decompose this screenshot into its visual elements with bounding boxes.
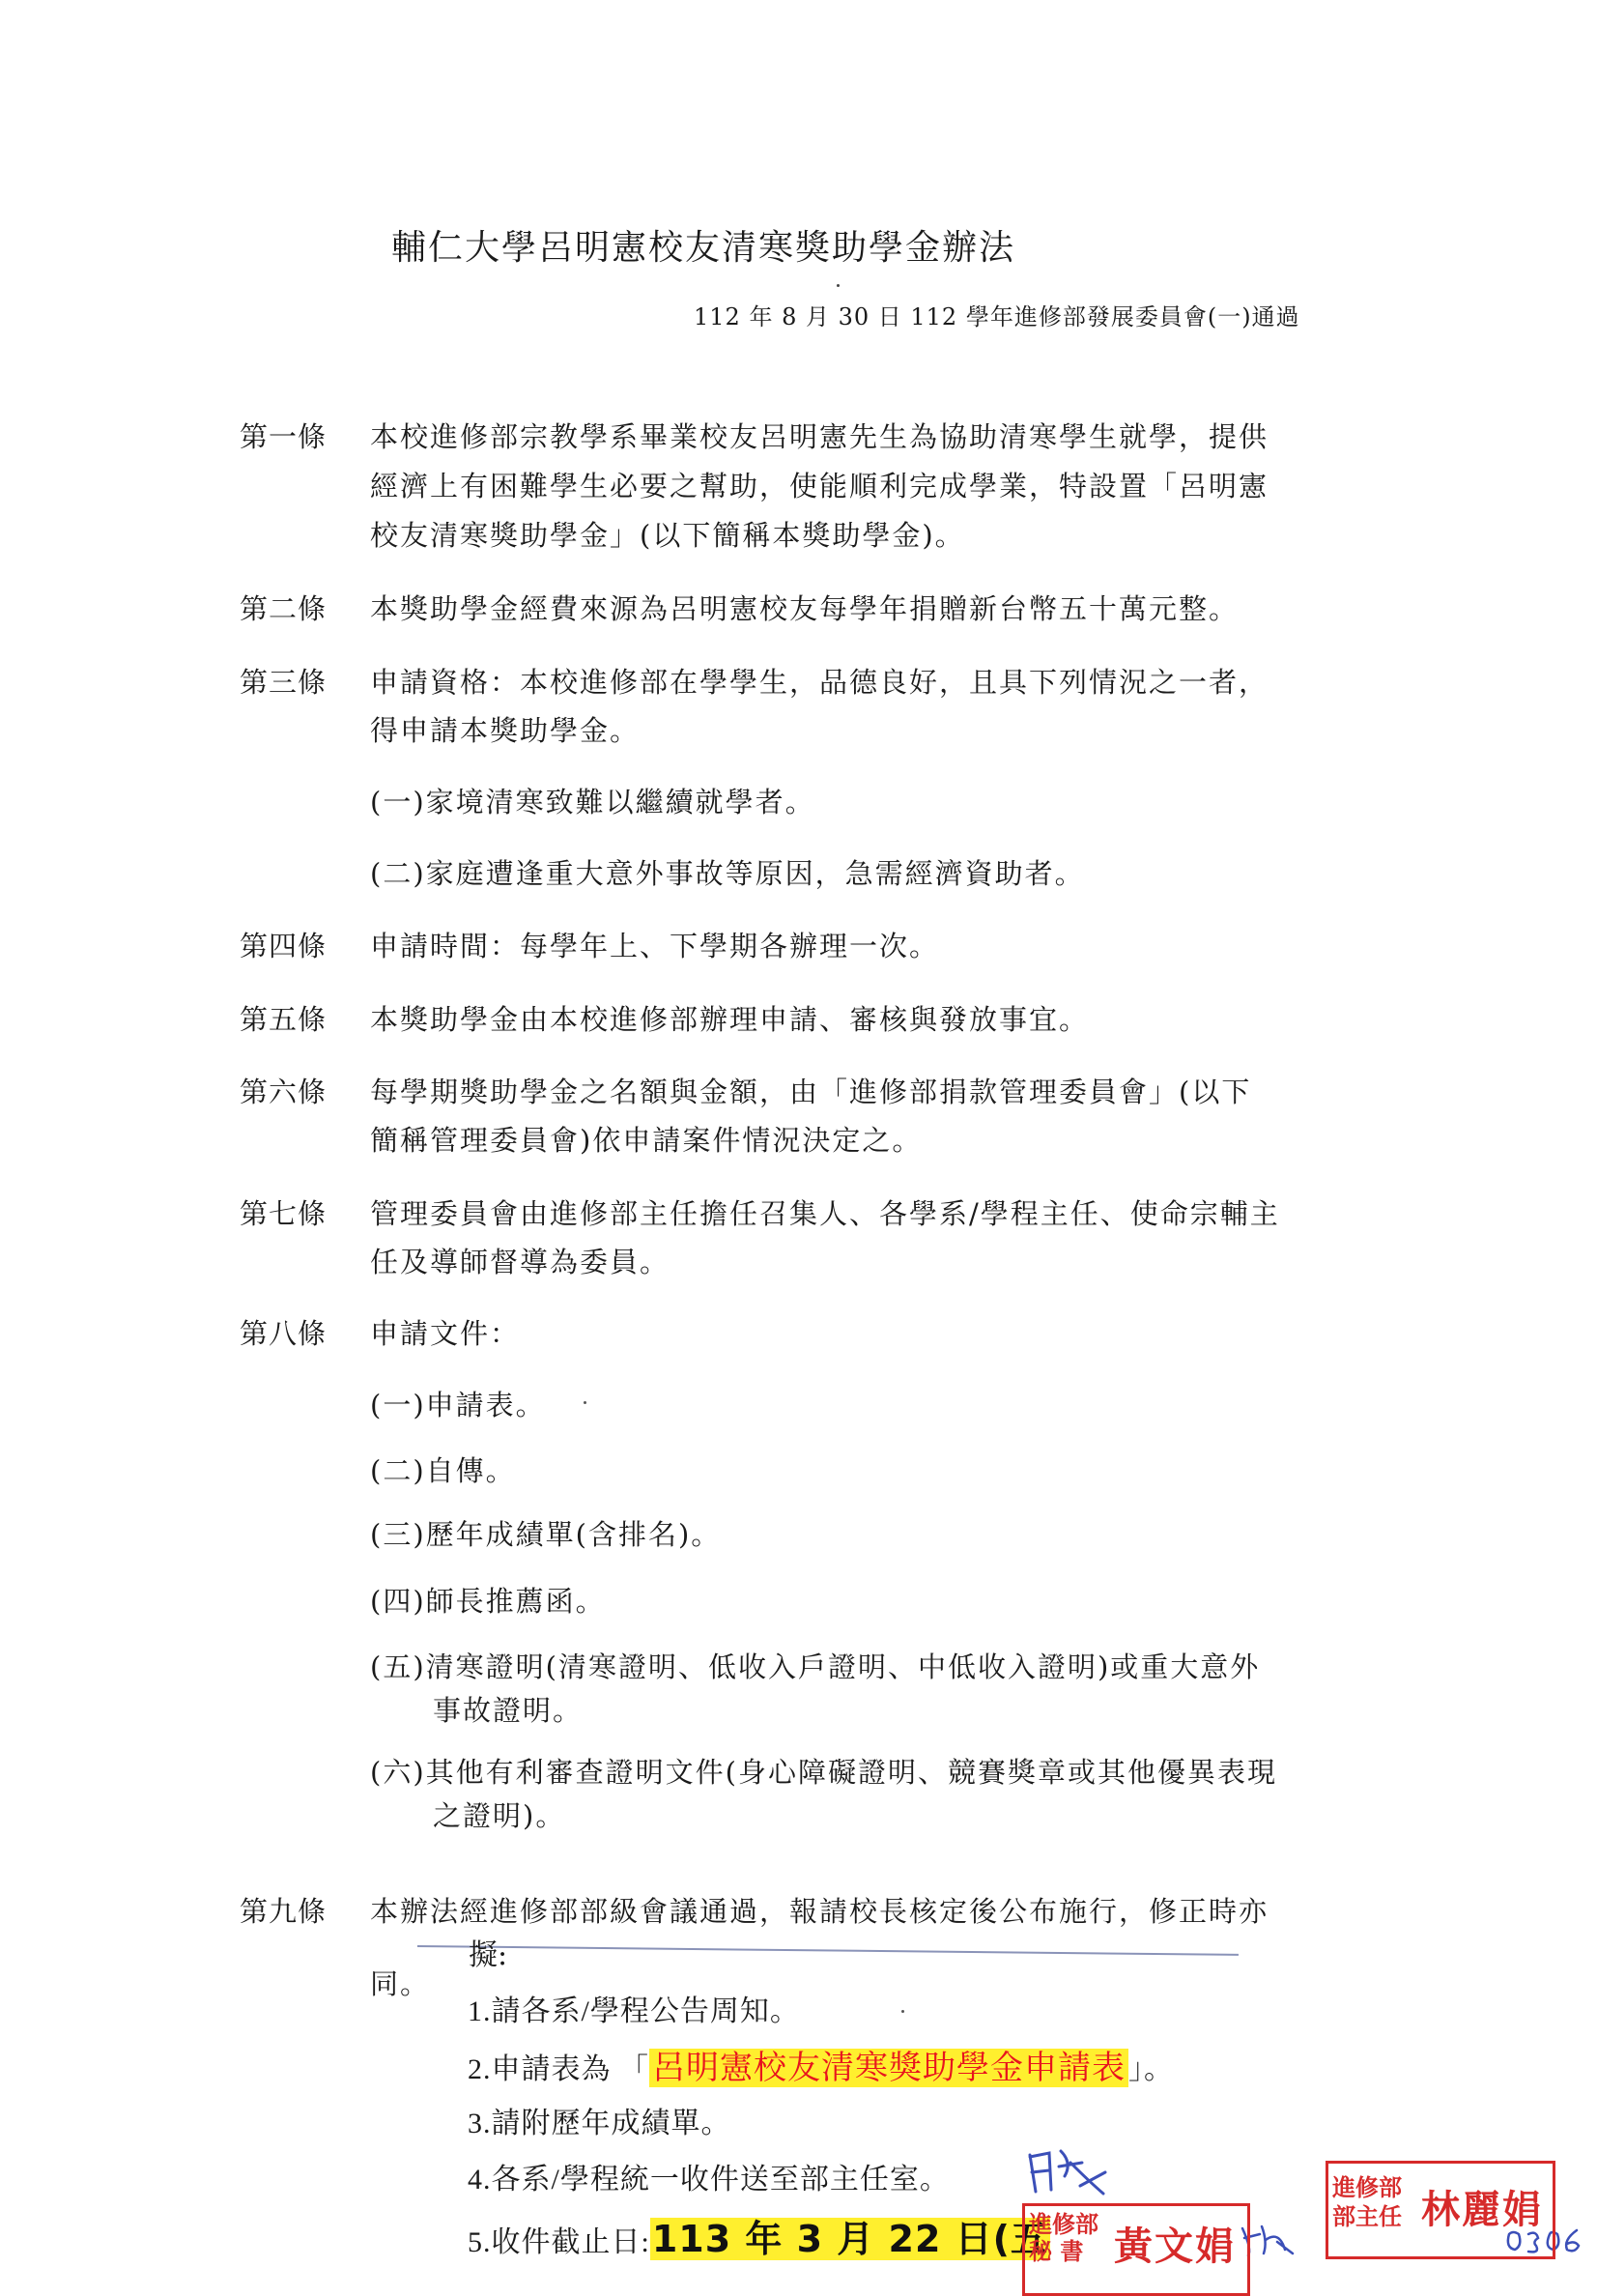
secretary-seal — [1022, 2203, 1250, 2296]
article-8-item-2: (二)自傳。 — [370, 1454, 516, 1487]
deadline-date: 113 年 3 月 22 日(五 — [651, 2218, 1049, 2260]
article-8-item-5-line-2: 事故證明。 — [433, 1694, 584, 1727]
article-1-label: 第一條 — [240, 420, 328, 453]
article-5-label: 第五條 — [240, 1003, 328, 1036]
note-item-2-prefix: 2.申請表為 「 — [468, 2053, 649, 2085]
note-divider-line — [417, 1945, 1239, 1956]
article-8-item-6-line-1: (六)其他有利審查證明文件(身心障礙證明、競賽獎章或其他優異表現 — [370, 1756, 1277, 1789]
director-seal — [1326, 2161, 1555, 2259]
article-1-line-1: 本校進修部宗教學系畢業校友呂明憲先生為協助清寒學生就學，提供 — [370, 420, 1269, 453]
note-heading: 擬: — [469, 1938, 508, 1972]
note-item-5 — [468, 2209, 1050, 2262]
article-8-item-4: (四)師長推薦函。 — [370, 1585, 606, 1618]
secretary-seal-title-1: 進修部 — [1029, 2210, 1098, 2238]
article-9-line-2: 同。 — [370, 1967, 431, 2000]
article-1-line-2: 經濟上有困難學生必要之幫助，使能順利完成學業，特設置「呂明憲 — [370, 470, 1269, 502]
document-title: 輔仁大學呂明憲校友清寒獎助學金辦法 — [391, 228, 1016, 268]
article-6-label: 第六條 — [240, 1076, 328, 1108]
article-3-label: 第三條 — [240, 666, 328, 699]
director-seal-title-1: 進修部 — [1332, 2173, 1402, 2201]
note-item-4: 4.各系/學程統一收件送至部主任室。 — [468, 2164, 950, 2196]
article-6-line-2: 簡稱管理委員會)依申請案件情況決定之。 — [370, 1124, 923, 1157]
approval-note: 112 年 8 月 30 日 112 學年進修部發展委員會(一)通過 — [694, 303, 1300, 330]
article-3-item-1: (一)家境清寒致難以繼續就學者。 — [370, 786, 815, 818]
handwritten-approval-mark — [1022, 2143, 1109, 2201]
scan-speck — [901, 2010, 904, 2013]
article-7-line-2: 任及導師督導為委員。 — [370, 1246, 670, 1278]
article-3-line-1: 申請資格：本校進修部在學學生，品德良好，且具下列情況之一者， — [370, 666, 1269, 699]
article-9-label: 第九條 — [240, 1895, 328, 1928]
note-item-2 — [468, 2041, 1174, 2088]
article-6-line-1: 每學期獎助學金之名額與金額，由「進修部捐款管理委員會」(以下 — [370, 1076, 1252, 1108]
note-item-3: 3.請附歷年成績單。 — [468, 2108, 731, 2139]
secretary-seal-title-2: 秘 書 — [1029, 2237, 1084, 2265]
article-8-item-1: (一)申請表。 — [370, 1389, 546, 1421]
article-4-line-1: 申請時間：每學年上、下學期各辦理一次。 — [370, 930, 940, 962]
secretary-seal-name: 黃文娟 — [1114, 2224, 1236, 2269]
article-3-line-2: 得申請本獎助學金。 — [370, 714, 641, 747]
article-2-line-1: 本獎助學金經費來源為呂明憲校友每學年捐贈新台幣五十萬元整。 — [370, 592, 1240, 625]
article-9-line-1: 本辦法經進修部部級會議通過，報請校長核定後公布施行，修正時亦 — [370, 1895, 1269, 1928]
note-item-2-suffix: 」。 — [1128, 2053, 1174, 2085]
article-5-line-1: 本獎助學金由本校進修部辦理申請、審核與發放事宜。 — [370, 1003, 1090, 1036]
note-item-5-prefix: 5.收件截止日: — [468, 2226, 650, 2258]
article-3-item-2: (二)家庭遭逢重大意外事故等原因，急需經濟資助者。 — [370, 857, 1085, 890]
article-7-line-1: 管理委員會由進修部主任擔任召集人、各學系/學程主任、使命宗輔主 — [370, 1197, 1280, 1230]
note-item-1: 1.請各系/學程公告周知。 — [468, 1995, 800, 2027]
application-form-name: 呂明憲校友清寒獎助學金申請表 — [649, 2049, 1128, 2087]
article-1-line-3: 校友清寒獎助學金」(以下簡稱本獎助學金)。 — [370, 519, 965, 552]
director-seal-name: 林麗娟 — [1421, 2187, 1543, 2232]
article-4-label: 第四條 — [240, 930, 328, 962]
scan-speck — [837, 284, 840, 287]
article-8-item-3: (三)歷年成績單(含排名)。 — [370, 1518, 722, 1551]
article-8-item-5-line-1: (五)清寒證明(清寒證明、低收入戶證明、中低收入證明)或重大意外 — [370, 1650, 1261, 1683]
article-8-item-6-line-2: 之證明)。 — [433, 1799, 566, 1832]
director-seal-title-2: 部主任 — [1332, 2202, 1402, 2230]
article-8-line-1: 申請文件： — [370, 1317, 521, 1350]
scan-speck — [584, 1401, 586, 1404]
article-8-label: 第八條 — [240, 1317, 328, 1350]
article-2-label: 第二條 — [240, 592, 328, 625]
article-7-label: 第七條 — [240, 1197, 328, 1230]
